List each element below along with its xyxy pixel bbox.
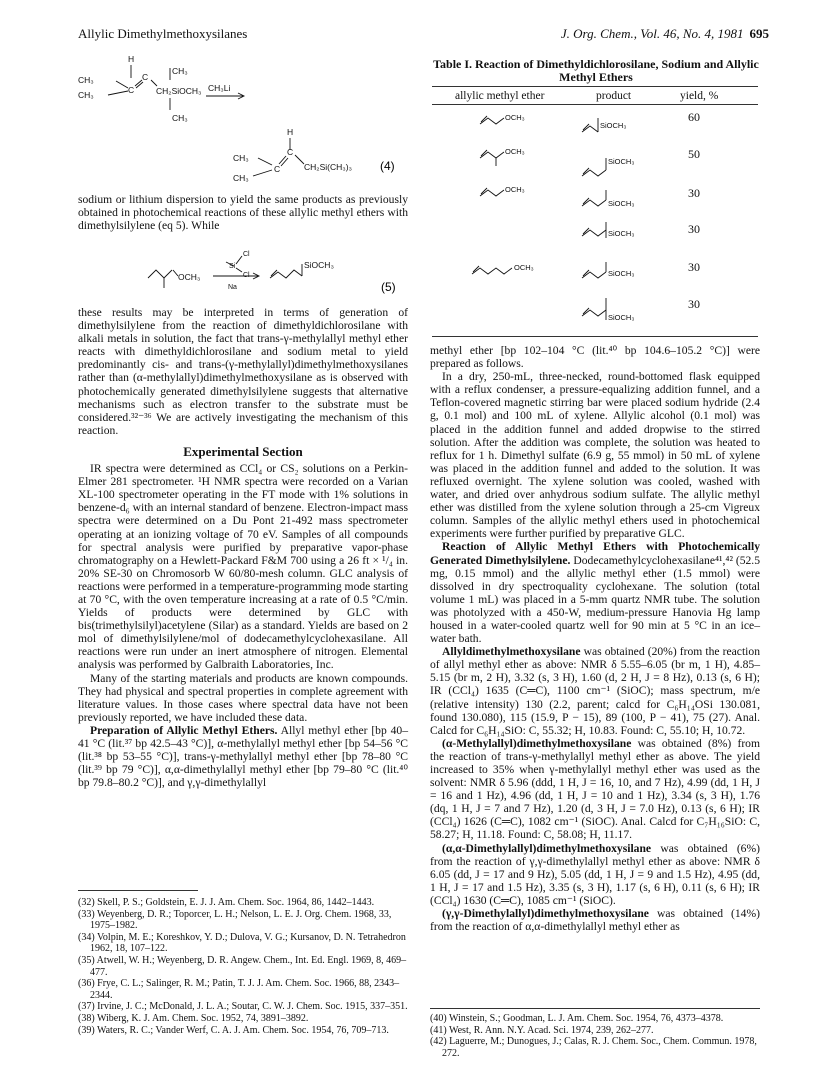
silane-label: SiOCH₃ <box>608 199 635 208</box>
yield-value: 50 <box>688 147 700 161</box>
column-header-product: product <box>596 90 632 102</box>
silane-label: SiOCH₃ <box>304 260 334 270</box>
carbon-label: C <box>128 85 135 95</box>
yield-value: 30 <box>688 297 700 311</box>
reference: (40) Winstein, S.; Goodman, L. J. Am. Chem. Soc. 1954, 76, 4373–4378. <box>430 1013 724 1024</box>
paragraph: methyl ether [bp 102–104 °C (lit.⁴⁰ bp 104.6–105.2 °C)] were prepared as follows. <box>430 344 760 371</box>
h-label: H <box>287 127 294 137</box>
carbon-label: C <box>142 72 149 82</box>
reagent-label: Na <box>228 284 237 291</box>
chlorine-label: Cl <box>243 272 250 279</box>
scheme-eq5 <box>78 236 408 306</box>
footnote-rule <box>430 1008 760 1009</box>
run-in-heading: (α,α-Dimethylallyl)dimethylmethoxysilane <box>442 841 652 855</box>
silane-label: SiOCH₃ <box>600 121 627 130</box>
paragraph: sodium or lithium dispersion to yield the same products as previously obtained in photochemical reactions of these allylic methyl ethers with dimethylsilylene (eq 5). While <box>78 193 408 233</box>
footnotes-left <box>78 897 408 1036</box>
equation-number: (4) <box>380 159 395 173</box>
silane-tail-label: CH₂Si(CH₃)₃ <box>304 162 352 172</box>
table-header-rule <box>432 104 758 105</box>
right-column-body <box>430 344 760 933</box>
ch3-label: CH₃ <box>78 90 94 100</box>
paragraph-text: was obtained (20%) from the reaction of allyl methyl ether as above: NMR δ 5.55–6.05 (br m, 1 H), 4.85–5.15 (br m, 2 H), 3.32 (s, 3 H), 1.60 (d, 2 H, J = 8 Hz), 0.13 (s, 6 H); IR (CCl₄) 1635 (C═C), 1100 cm⁻¹ (SiOC); mass spectrum, m/e (relative intensity) 130 (2.2, parent; calcd for C₆H₁₄OSi 130.081, found 130.080), 115 (15.9, P − 15), 89 (100, P − 41), 75 (27). Anal. Calcd for C₆H₁₄SiO: C, 55.32; H, 10.83. Found: C, 55.10; H, 10.72. <box>430 645 760 737</box>
yield-value: 30 <box>688 186 700 200</box>
paragraph: In a dry, 250-mL, three-necked, round-bottomed flask equipped with a reflux condenser, a pressure-equalizing addition funnel, and a Teflon-covered magnetic stirring bar were placed sodium hydride (2.4 g, 0.1 mol) and 100 mL of xylene. Allylic alcohol (0.1 mol) was placed in the addition funnel and added dropwise to the stirred solution. After the addition was complete, the solution was heated to reflux for 1 h. Dimethyl sulfate (6.9 g, 55 mmol) in 50 mL of xylene was placed in the addition funnel and added to the solution. It was refluxed overnight. The xylene solution was cooled, washed with water, and dried over anhydrous sodium sulfate. The allylic methyl ether was distilled from the xylene solution through a 25-cm Vigreux column. Samples of the allylic methyl ethers used in photochemical experiments were further purified by preparative GLC. <box>430 370 760 541</box>
citation-text: J. Org. Chem., Vol. 46, No. 4, 1981 <box>560 26 744 41</box>
journal-citation <box>561 26 769 42</box>
paragraph <box>430 645 760 737</box>
paragraph-text: was obtained (6%) from the reaction of γ,γ-dimethylallyl methyl ether as above: NMR δ 6.05 (dd, J = 17 and 9 Hz), 5.05 (dd, 1 H, J = 9 and 1.5 Hz), 4.95 (dd, 1 H, J = 17 and 1.5 Hz), 3.35 (s, 3 H), 1.17 (s, 6 H), 0.11 (s, 6 H); IR (CCl₄) 1630 (C═C), 1085 cm⁻¹ (SiOC). <box>430 841 760 907</box>
ether-group-label: OCH₃ <box>178 272 201 282</box>
ether-group-label: OCH₃ <box>505 147 525 156</box>
paragraph-text: Dodecamethylcyclohexasilane⁴¹,⁴² (52.5 mg, 0.15 mmol) and the allylic methyl ether (1.5 mmol) were dissolved in dry spectroquality cyclohexane. The solution (total volume 1 mL) was placed in a 5-mm quartz NMR tube. The solution was photolyzed with a 450-W, medium-pressure Hanovia Hg lamp housed in a water-cooled quartz well for 90 min at 5 °C in an ice–water bath. <box>430 553 760 646</box>
scheme-eq4 <box>78 48 408 190</box>
reference: (41) West, R. Ann. N.Y. Acad. Sci. 1974, 239, 262–277. <box>430 1024 654 1036</box>
column-header-yield: yield, % <box>680 90 719 102</box>
ether-group-label: OCH₃ <box>514 263 534 272</box>
run-in-heading: (α-Methylallyl)dimethylmethoxysilane <box>442 736 632 750</box>
run-in-heading: (γ,γ-Dimethylallyl)dimethylmethoxysilane <box>442 907 649 921</box>
section-heading: Experimental Section <box>183 443 303 459</box>
yield-value: 30 <box>688 260 700 274</box>
chlorine-label: Cl <box>243 251 250 258</box>
paragraph: these results may be interpreted in terms of generation of dimethylsilylene from the reaction of dimethyldichlorosilane with alkali metals in solution, the fact that trans-γ-methylallyl methyl ether reacts with dimethyldichlorosilane and sodium metal to yield predominantly cis- and trans-(γ-methylallyl)dimethylmethoxysilanes rather than (α-methylallyl)dimethylmethoxysilane as is observed with photochemically generated dimethylsilylene suggests that alternative mechanisms such as electron transfer to the substrate must be considered.³²⁻³⁶ We are actively investigating the mechanism of this reaction. <box>78 306 408 437</box>
running-title: Allylic Dimethylmethoxysilanes <box>78 26 248 41</box>
reference: (33) Weyenberg, D. R.; Toporcer, L. H.; Nelson, L. E. J. Org. Chem. 1968, 33, 1975–1982. <box>78 908 392 932</box>
paragraph <box>430 737 760 842</box>
paragraph-text: Allyl methyl ether [bp 40–41 °C (lit.³⁷ bp 42.5–43 °C)], α-methylallyl methyl ether [bp 54–56 °C (lit.³⁸ bp 53–55 °C)], trans-γ-methylallyl methyl ether [bp 78–80 °C (lit.³⁹ bp 79 °C)], α,α-dimethylallyl methyl ether [bp 79–80 °C (lit.⁴⁰ bp 79.8–80.2 °C)], and γ,γ-dimethylallyl <box>78 723 408 790</box>
run-in-heading: Reaction of Allylic Methyl Ethers with Photochemically Generated Dimethylsilylene. <box>430 540 760 567</box>
paragraph <box>430 842 760 907</box>
reference: (32) Skell, P. S.; Goldstein, E. J. J. Am. Chem. Soc. 1964, 86, 1442–1443. <box>78 897 375 908</box>
ch3-label: CH₃ <box>78 75 94 85</box>
left-column-intro <box>78 193 408 232</box>
table-structures <box>432 106 672 346</box>
paragraph-text: was obtained (8%) from the reaction of trans-γ-methylallyl methyl ether as above. The yield increased to 35% when γ-methylallyl methyl ether was used as the solvent: NMR δ 5.96 (ddd, 1 H, J = 16, 10, and 7 Hz), 4.99 (dd, 1 H, J = 16 and 1 Hz), 4.96 (dd, 1 H, J = 10 and 1 Hz), 3.34 (s, 3 H), 1.76 (dq, 1 H, J = 7 and 7 Hz), 1.20 (d, 3 H, J = 7.0 Hz), 0.13 (s, 6 H); IR (CCl₄) 1626 (C═C), 1082 cm⁻¹ (SiOC). Anal. Calcd for C₇H₁₆SiO: C, 58.27; H, 11.18. Found: C, 58.08; H, 11.17. <box>430 736 760 842</box>
h-label: H <box>128 54 135 64</box>
paragraph <box>430 907 760 933</box>
ether-group-label: OCH₃ <box>505 113 525 122</box>
equation-number: (5) <box>381 280 396 294</box>
yield-value: 60 <box>688 110 700 124</box>
silane-label: SiOCH₃ <box>608 313 635 322</box>
reagent-label: CH₃Li <box>208 83 231 93</box>
page-number: 695 <box>749 26 769 41</box>
reference: (34) Volpin, M. E.; Koreshkov, Y. D.; Dulova, V. G.; Kursanov, D. N. Tetrahedron 1962, 18, 107–122. <box>78 931 406 955</box>
silane-label: SiOCH₃ <box>608 157 635 166</box>
paragraph: IR spectra were determined as CCl₄ or CS₂ solutions on a Perkin-Elmer 281 spectrometer. ¹H NMR spectra were recorded on a Varian XL-100 spectrometer operating in the FT mode with 1% solutions in benzene-d₆ with an internal standard of benzene. Electron-impact mass spectra were determined on a Du Pont 21-492 mass spectrometer operating at an ionizing voltage of 70 eV. Samples of all compounds for spectral analysis were purified by preparative vapor-phase chromatography on a Hewlett-Packard F&M 700 using a 26 ft × ¹/₄ in. 20% SE-30 on Chromosorb W 60/80-mesh column. GLC analysis of reactions were performed in a temperature-programming mode starting at 70 °C, with the oven temperature increasing at a rate of 0.5 °C/min. Yields of products were determined by GLC with bis(trimethylsilyl)acetylene (Silar) as a standard. Yields are based on 2 mol of dimethylsilylene/mol of dodecamethylcyclohexasilane. All reactions were run under an inert atmosphere of nitrogen. Elemental analysis was performed by Galbraith Laboratories, Inc. <box>78 462 408 672</box>
reference: (38) Wiberg, K. J. Am. Chem. Soc. 1952, 74, 3891–3892. <box>78 1012 309 1024</box>
run-in-heading: Preparation of Allylic Methyl Ethers. <box>90 723 278 737</box>
paragraph <box>78 724 408 789</box>
ch3-label: CH₃ <box>233 153 249 163</box>
table-bottom-rule <box>432 336 758 337</box>
paragraph-text: was obtained (14%) from the reaction of α,α-dimethylallyl methyl ether as <box>430 907 760 934</box>
reference: (39) Waters, R. C.; Vander Werf, C. A. J. Am. Chem. Soc. 1954, 76, 709–713. <box>78 1024 389 1036</box>
column-header-ether: allylic methyl ether <box>455 90 545 102</box>
table-top-rule <box>432 86 758 87</box>
silane-label: SiOCH₃ <box>608 269 635 278</box>
reference: (37) Irvine, J. C.; McDonald, J. L. A.; Soutar, C. W. J. Chem. Soc. 1915, 337–351. <box>78 1001 408 1013</box>
carbon-label: C <box>287 147 294 157</box>
ch3-label: CH₃ <box>172 113 188 123</box>
footnotes-right <box>430 1013 760 1059</box>
ether-group-label: OCH₃ <box>505 185 525 194</box>
reference: (35) Atwell, W. H.; Weyenberg, D. R. Angew. Chem., Int. Ed. Engl. 1969, 8, 469–477. <box>78 954 407 978</box>
run-in-heading: Allyldimethylmethoxysilane <box>442 645 581 659</box>
silane-label: SiOCH₃ <box>608 229 635 238</box>
table-label: Table I. <box>433 57 473 71</box>
silicon-label: Si <box>229 263 236 270</box>
silane-tail-label: CH₂SiOCH₃ <box>156 86 202 96</box>
reference: (42) Laguerre, M.; Dunogues, J.; Calas, R. J. Chem. Soc., Chem. Commun. 1978, 272. <box>430 1036 757 1059</box>
table-caption <box>432 58 760 84</box>
table-title: Reaction of Dimethyldichlorosilane, Sodium and Allylic Methyl Ethers <box>475 57 759 84</box>
reference: (36) Frye, C. L.; Salinger, R. M.; Patin, T. J. J. Am. Chem. Soc. 1966, 88, 2343–2344. <box>78 978 400 1001</box>
left-column-body <box>78 306 408 789</box>
ch3-label: CH₃ <box>172 66 188 76</box>
footnote-rule <box>78 890 198 891</box>
carbon-label: C <box>274 164 281 174</box>
ch3-label: CH₃ <box>233 173 249 183</box>
paragraph: Many of the starting materials and products are known compounds. They had physical and spectral properties in complete agreement with literature values. In those cases where spectral data have not been previously reported, we have included these data. <box>78 671 408 724</box>
yield-value: 30 <box>688 222 700 236</box>
paragraph <box>430 540 760 645</box>
